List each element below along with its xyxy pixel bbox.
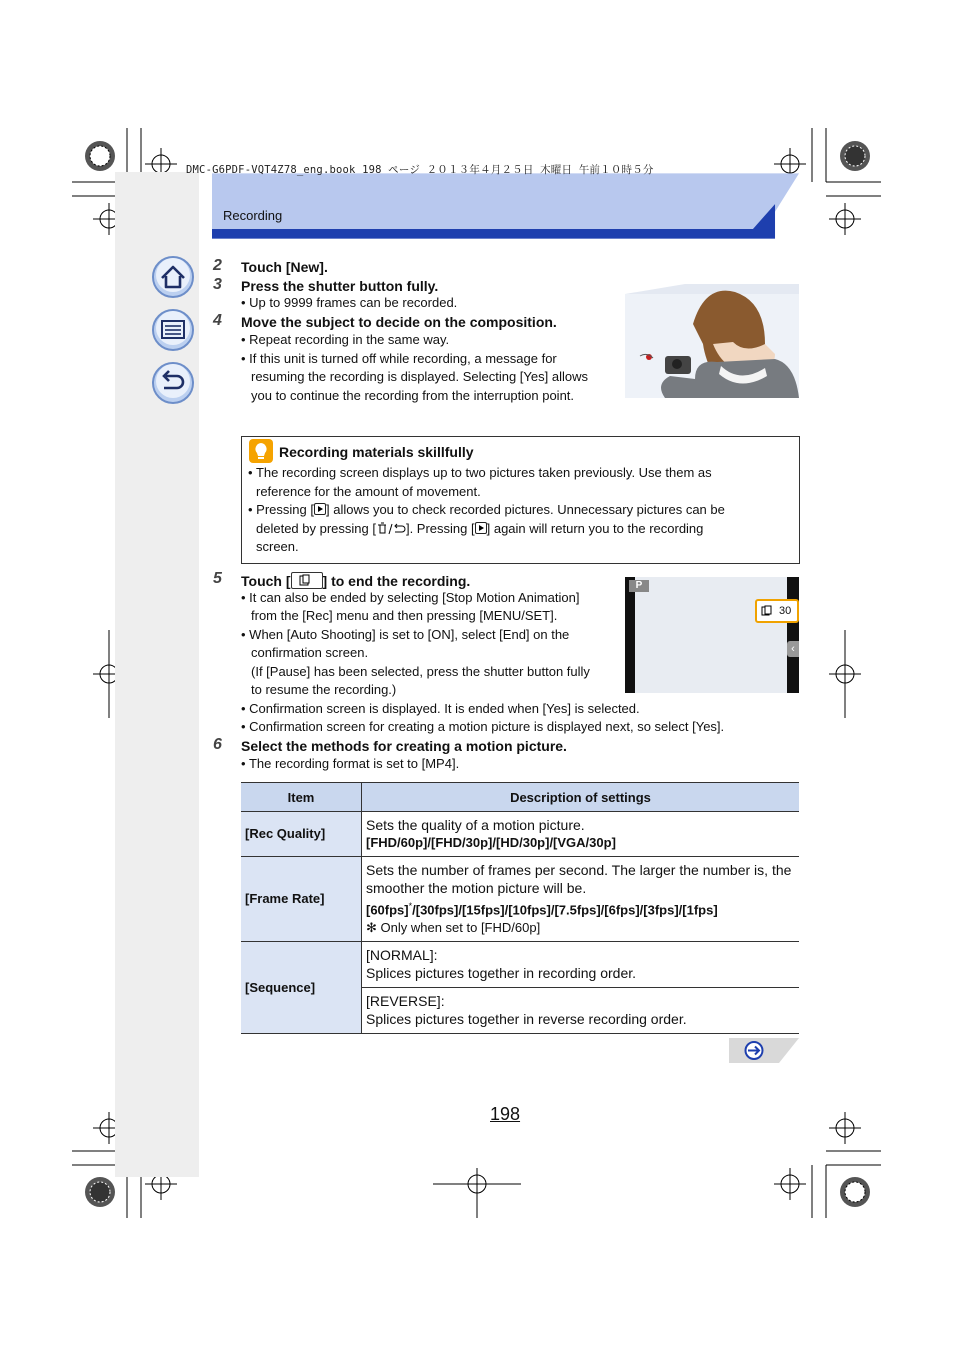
book-line: DMC-G6PDF-VQT4Z78_eng.book 198 ページ ２０１３年４月２５日 木曜日 午前１０時５分 — [186, 164, 654, 176]
mode-badge: P — [629, 580, 649, 592]
settings-table — [241, 782, 799, 1034]
tip-text: • Pressing [ ] allows you to check recorded pictures. Unnecessary pictures can be — [248, 502, 725, 517]
section-title: Recording — [223, 208, 283, 223]
step-text: Press the shutter button fully. — [241, 278, 439, 294]
page-number: 198 — [490, 1104, 521, 1124]
step-text: Move the subject to decide on the composition. — [241, 314, 557, 330]
playback-icon — [314, 503, 326, 515]
desc-cell: Sets the number of frames per second. The larger the number is, the smoother the motion picture will be. [60fps]*/[30fps]/[15fps]/[10fps]/[7.5fps]/[6fps]/[3fps]/[1fps] ✻ Only when set to [FHD/60p] — [362, 857, 800, 942]
bullet-continuation: to resume the recording.) — [251, 682, 397, 697]
back-arrow-icon[interactable] — [152, 362, 194, 404]
bullet-item: • The recording format is set to [MP4]. — [241, 756, 460, 771]
tip-title: Recording materials skillfully — [279, 444, 474, 460]
bullet-item: • If this unit is turned off while recording, a message for — [241, 351, 557, 366]
frame-counter[interactable]: 30 — [755, 599, 799, 623]
stop-motion-icon — [291, 572, 323, 589]
bullet-item: • Up to 9999 frames can be recorded. — [241, 295, 458, 310]
bullet-item: • Repeat recording in the same way. — [241, 332, 450, 347]
bullet-continuation: resuming the recording is displayed. Selecting [Yes] allows — [251, 369, 588, 384]
next-page-button[interactable] — [729, 1038, 799, 1063]
item-cell: [Frame Rate] — [241, 857, 362, 942]
step-number: 2 — [213, 257, 222, 274]
step-number: 3 — [213, 276, 222, 293]
home-icon[interactable] — [152, 256, 194, 298]
step-number: 5 — [213, 570, 222, 587]
stop-motion-icon — [761, 605, 775, 617]
desc-cell: [REVERSE]: Splices pictures together in reverse recording order. — [362, 988, 800, 1034]
step-number: 6 — [213, 736, 222, 753]
item-cell: [Sequence] — [241, 942, 362, 1034]
bullet-continuation: (If [Pause] has been selected, press the shutter button fully — [251, 664, 590, 679]
bullet-item: • It can also be ended by selecting [Stop Motion Animation] — [241, 590, 580, 605]
tip-text: screen. — [256, 539, 299, 554]
step-text: Touch [ ] to end the recording. — [241, 573, 471, 589]
bullet-item: • Confirmation screen is displayed. It is ended when [Yes] is selected. — [241, 701, 640, 716]
item-cell: [Rec Quality] — [241, 812, 362, 857]
desc-cell: Sets the quality of a motion picture. [FHD/60p]/[FHD/30p]/[HD/30p]/[VGA/30p] — [362, 812, 800, 857]
table-row — [241, 812, 799, 857]
table-header-desc: Description of settings — [362, 783, 800, 812]
delete-return-icon — [376, 522, 406, 535]
tip-text: • The recording screen displays up to two pictures taken previously. Use them as — [248, 465, 712, 480]
menu-list-icon[interactable] — [152, 309, 194, 351]
bullet-continuation: from the [Rec] menu and then pressing [MENU/SET]. — [251, 608, 558, 623]
step-text: Touch [New]. — [241, 259, 328, 275]
tip-text: reference for the amount of movement. — [256, 484, 481, 499]
lightbulb-icon — [249, 439, 273, 463]
table-header-item: Item — [241, 783, 362, 812]
table-row — [241, 857, 799, 942]
bullet-continuation: confirmation screen. — [251, 645, 369, 660]
step-text: Select the methods for creating a motion picture. — [241, 738, 567, 754]
step-number: 4 — [213, 312, 222, 329]
table-row — [241, 942, 799, 988]
bullet-continuation: you to continue the recording from the interruption point. — [251, 388, 575, 403]
header-band — [212, 172, 799, 240]
desc-cell: [NORMAL]: Splices pictures together in recording order. — [362, 942, 800, 988]
bullet-item: • Confirmation screen for creating a motion picture is displayed next, so select [Yes]. — [241, 719, 725, 734]
camera-screen — [625, 577, 799, 693]
chevron-left-icon[interactable]: ‹ — [787, 641, 799, 657]
playback-icon — [475, 522, 487, 534]
photographer-illustration — [625, 284, 799, 398]
tip-text: deleted by pressing [ ]. Pressing [ ] again will return you to the recording — [256, 521, 704, 536]
bullet-item: • When [Auto Shooting] is set to [ON], select [End] on the — [241, 627, 570, 642]
